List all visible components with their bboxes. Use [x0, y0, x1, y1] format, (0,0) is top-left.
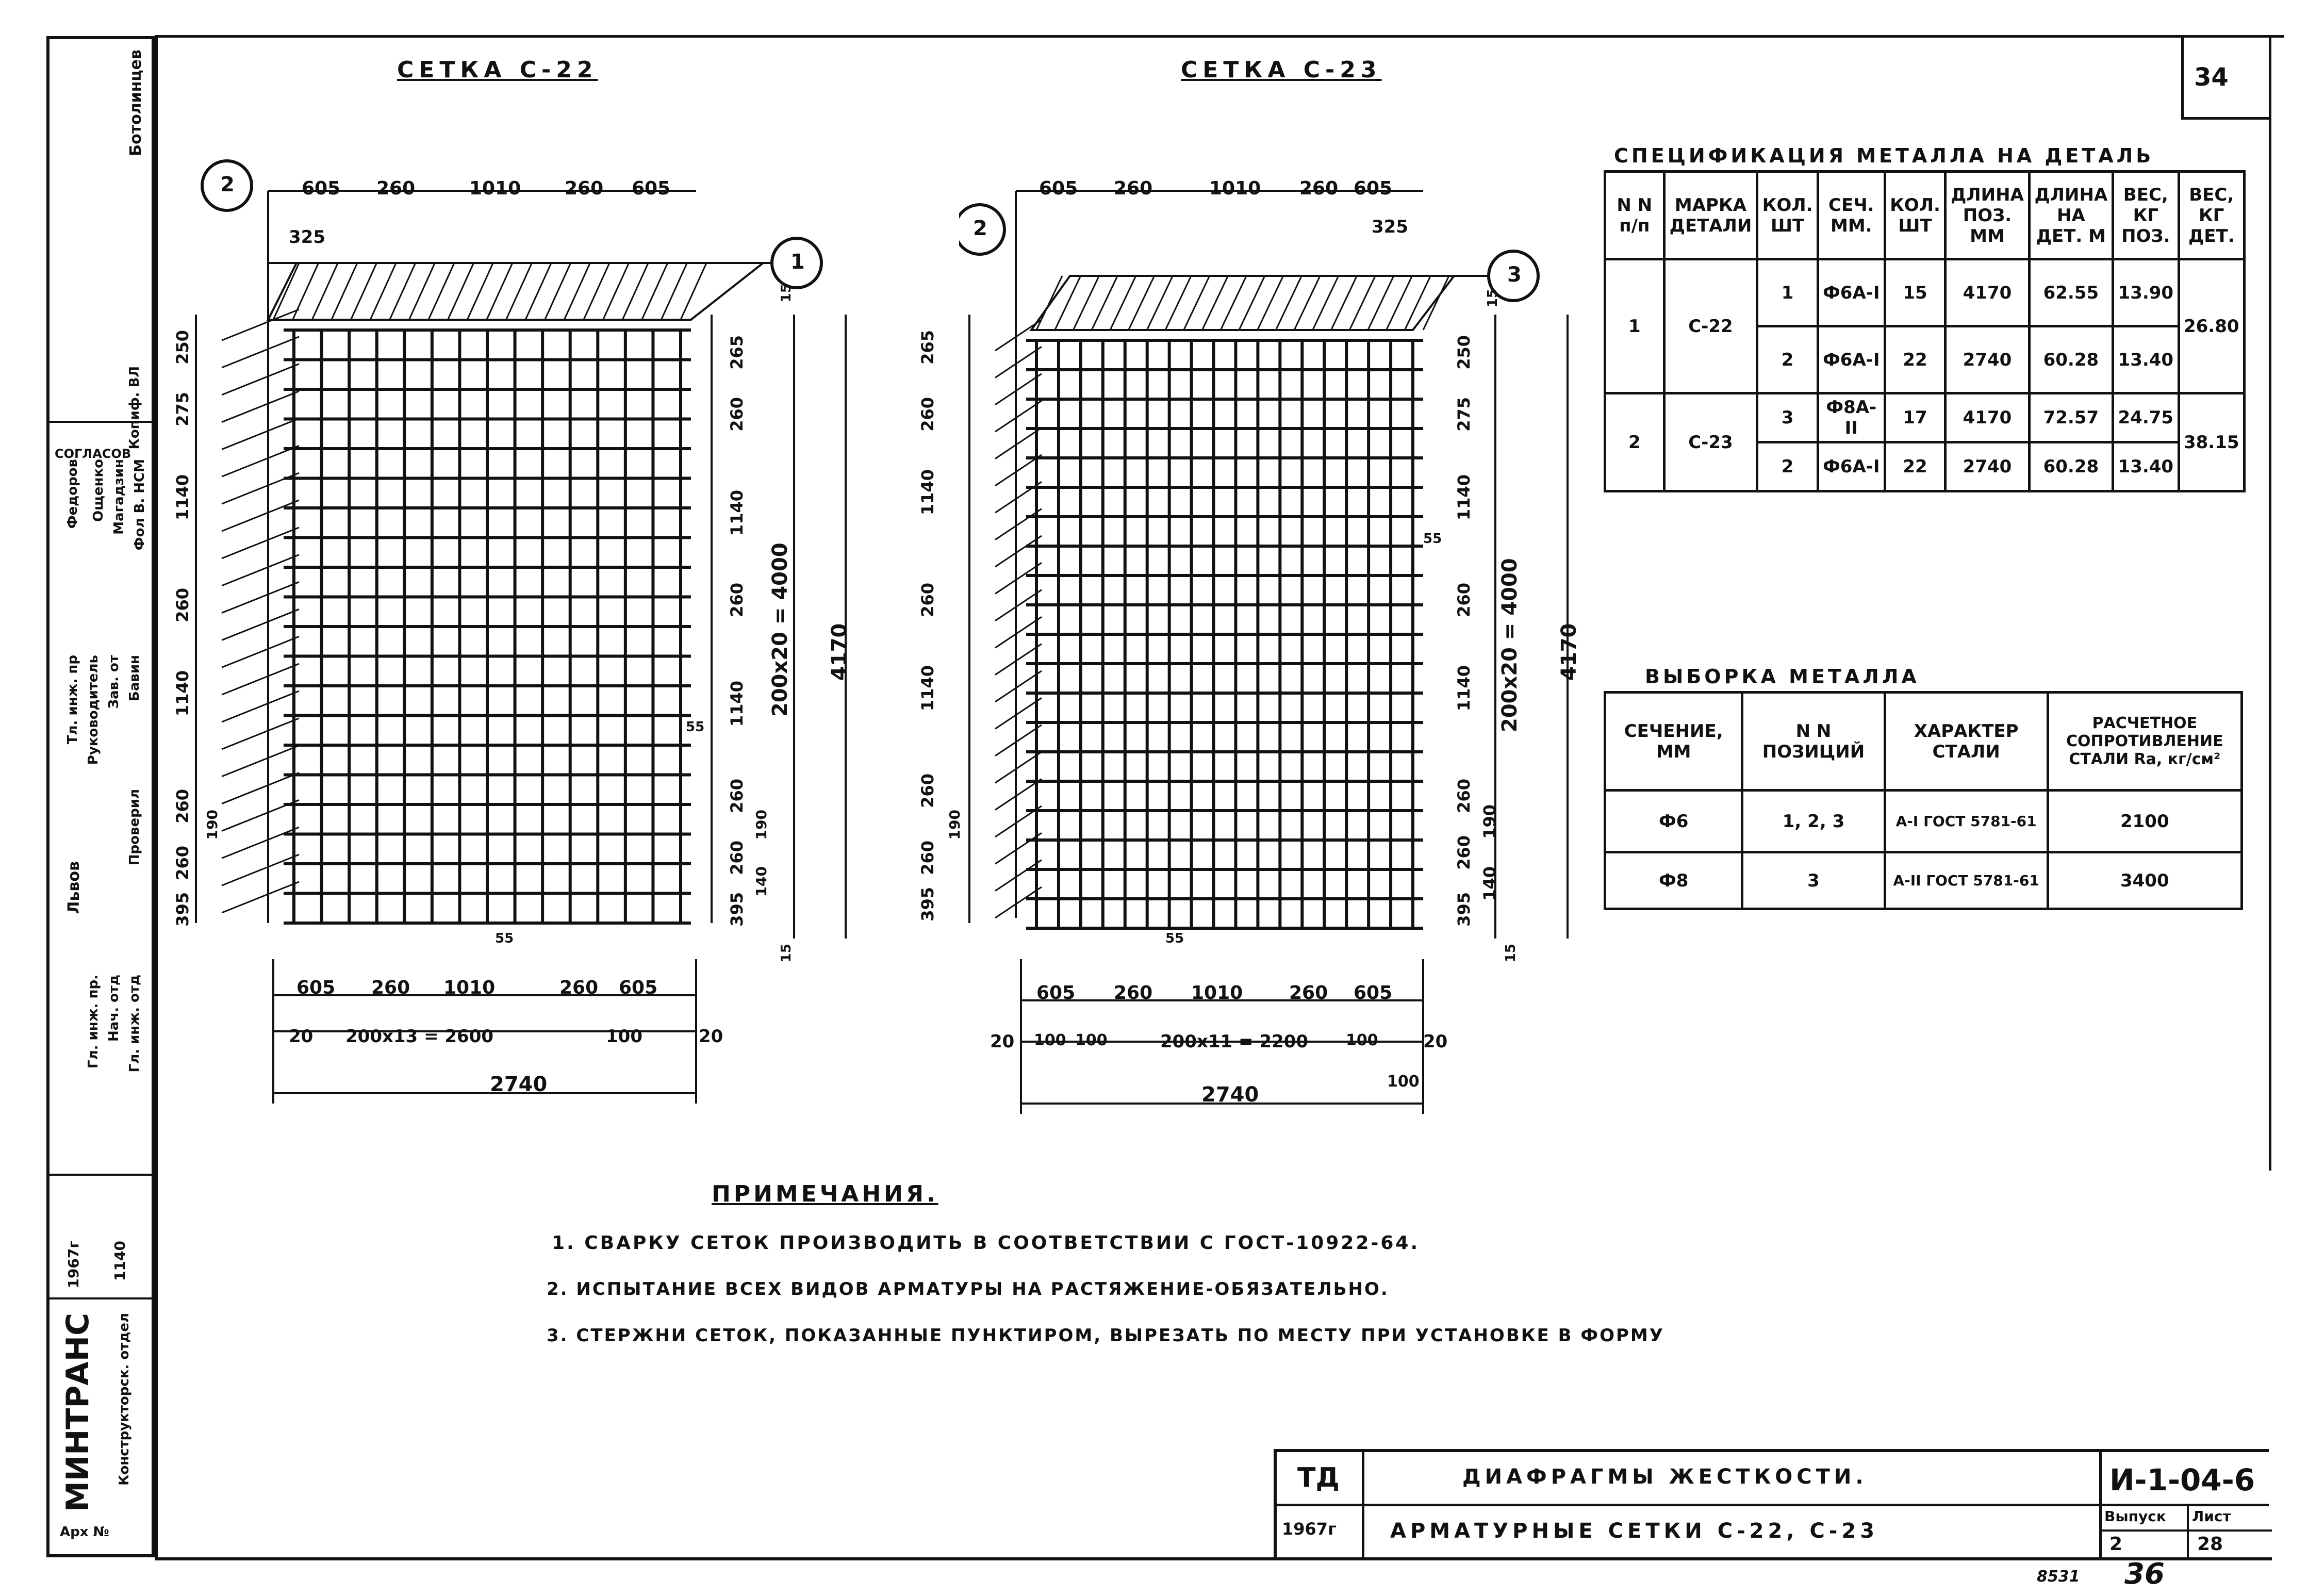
dim-text: 605: [1354, 178, 1393, 199]
oblique-bar: [995, 563, 1042, 594]
top-offset-dim: 325: [1372, 217, 1408, 237]
selection-table-title: ВЫБОРКА МЕТАЛЛА: [1645, 665, 1920, 688]
table-header-cell: ВЕС, КГ ПОЗ.: [2113, 172, 2179, 259]
oblique-bar: [222, 854, 299, 885]
table-cell: 1: [1605, 259, 1664, 393]
footer-page: 36: [2124, 1557, 2165, 1591]
dim-text: 605: [1036, 982, 1076, 1003]
hatch-stroke: [409, 263, 435, 320]
title-issue-label: Выпуск: [2104, 1508, 2166, 1525]
table-cell: 62.55: [2029, 259, 2113, 326]
note-line: 3. СТЕРЖНИ СЕТОК, ПОКАЗАННЫЕ ПУНКТИРОМ, ВЫРЕЗАТЬ ПО МЕСТУ ПРИ УСТАНОВКЕ В ФОРМУ: [547, 1325, 1664, 1346]
dim-text: 20: [289, 1026, 314, 1047]
selection-table: [1604, 691, 2243, 910]
dim-text: 100: [1346, 1031, 1378, 1049]
table-header-cell: N N п/п: [1605, 172, 1664, 259]
dim-text: 260: [918, 841, 937, 875]
oblique-bar: [995, 320, 1042, 351]
oblique-bar: [995, 833, 1042, 864]
strip-approval-label: СОГЛАСОВ: [55, 447, 131, 461]
dim-text: 605: [1039, 178, 1078, 199]
hatch-stroke: [661, 263, 687, 320]
table-header-cell: КОЛ. ШТ: [1757, 172, 1818, 259]
signature-text: Копиф. ВЛ: [127, 366, 142, 450]
oblique-bar: [222, 746, 299, 777]
table-header-cell: КОЛ. ШТ: [1885, 172, 1946, 259]
dim-text: 395: [727, 892, 747, 927]
strip-divider: [50, 1174, 152, 1176]
bar-mark-label: 3: [1507, 263, 1522, 287]
dim-text: 1140: [727, 681, 747, 727]
hatch-stroke: [467, 263, 493, 320]
hatch-stroke: [370, 263, 396, 320]
table-cell: 38.15: [2179, 393, 2244, 491]
dim-text: 265: [727, 335, 747, 370]
hatch-stroke: [622, 263, 648, 320]
strip-divider: [50, 1297, 152, 1299]
oblique-bar: [222, 773, 299, 804]
table-header-cell: РАСЧЕТНОЕ СОПРОТИВЛЕНИЕ СТАЛИ Rа, кг/см²: [2048, 693, 2241, 791]
dim-text: 140: [753, 866, 770, 897]
table-header-cell: СЕЧЕНИЕ, ММ: [1605, 693, 1742, 791]
strip-org-dept: Конструкторск. отдел: [117, 1313, 132, 1486]
dim-text: 55: [686, 719, 705, 735]
table-cell: 3: [1757, 393, 1818, 442]
dim-text: 260: [918, 583, 937, 617]
title-sheet-label: Лист: [2192, 1508, 2231, 1525]
table-header-cell: ХАРАКТЕР СТАЛИ: [1885, 693, 2048, 791]
bar-mark-label: 1: [790, 250, 805, 274]
dim-text: 260: [1114, 178, 1153, 199]
table-cell: Ф8А-II: [1818, 393, 1885, 442]
dim-text: 260: [559, 977, 599, 998]
dim-text: 20: [990, 1031, 1015, 1052]
hatch-stroke: [390, 263, 416, 320]
dim-text: 395: [1454, 892, 1474, 927]
dim-text: 265: [918, 330, 937, 365]
table-cell: С-23: [1664, 393, 1757, 491]
hatch-stroke: [428, 263, 454, 320]
hatch-stroke: [487, 263, 513, 320]
dim-text: 260: [918, 397, 937, 432]
table-cell: 2740: [1946, 326, 2029, 393]
table-cell: 3400: [2048, 852, 2241, 909]
signature-text: Тл. инж. пр: [65, 655, 80, 745]
hatched-top: [268, 263, 763, 320]
hatch-stroke: [564, 263, 590, 320]
signature-text: Руководитель: [86, 655, 101, 765]
table-cell: 72.57: [2029, 393, 2113, 442]
signature-text: Бавин: [127, 655, 142, 701]
dim-text: 275: [173, 392, 192, 426]
mesh-right-height-label: 200x20 = 4000: [1498, 558, 1522, 732]
mesh-left-height-label: 200x20 = 4000: [768, 542, 792, 717]
signature-text: Нач. отд: [106, 975, 122, 1042]
strip-top-label: Ботолинцев: [127, 50, 145, 156]
table-header-cell: ВЕС, КГ ДЕТ.: [2179, 172, 2244, 259]
spec-table: [1604, 170, 2246, 492]
table-cell: Ф8: [1605, 852, 1742, 909]
title-line2: АРМАТУРНЫЕ СЕТКИ С-22, С-23: [1390, 1519, 1879, 1543]
oblique-bar: [995, 347, 1042, 377]
dim-text: 100: [606, 1026, 642, 1047]
dim-text: 260: [727, 583, 747, 617]
signature-text: Фол В. НСМ: [132, 459, 147, 551]
oblique-bar: [995, 509, 1042, 540]
table-header-cell: N N ПОЗИЦИЙ: [1742, 693, 1885, 791]
oblique-bar: [995, 536, 1042, 567]
oblique-bar: [995, 428, 1042, 459]
table-cell: 4170: [1946, 259, 2029, 326]
oblique-bar: [995, 779, 1042, 810]
table-cell: 17: [1885, 393, 1946, 442]
strip-bottom-label: Арх №: [60, 1524, 109, 1540]
dim-text: 15: [1503, 944, 1519, 963]
dim-text: 190: [753, 810, 770, 840]
strip-date: 1967г: [65, 1241, 82, 1289]
dim-text: 260: [727, 779, 747, 813]
table-cell: 13.40: [2113, 326, 2179, 393]
table-cell: 2: [1757, 442, 1818, 491]
dim-text: 250: [1454, 335, 1474, 370]
oblique-bar: [222, 882, 299, 913]
dim-text: 260: [565, 178, 604, 199]
table-cell: Ф6А-I: [1818, 442, 1885, 491]
hatch-stroke: [545, 263, 571, 320]
dim-text: 100: [1034, 1031, 1066, 1049]
table-header-row: [1605, 172, 2245, 259]
mesh-left-total-height: 4170: [828, 623, 851, 681]
bar-mark-label: 2: [220, 173, 235, 196]
title-divider: [2187, 1504, 2189, 1560]
table-header-cell: МАРКА ДЕТАЛИ: [1664, 172, 1757, 259]
dim-text: 140: [1480, 866, 1499, 901]
dim-text: 260: [376, 178, 416, 199]
hatch-lines: [1036, 276, 1449, 330]
table-cell: 2100: [2048, 791, 2241, 852]
dim-text: 15: [779, 284, 794, 303]
oblique-bar: [995, 455, 1042, 486]
oblique-bar: [222, 309, 299, 340]
title-line1: ДИАФРАГМЫ ЖЕСТКОСТИ.: [1462, 1465, 1868, 1489]
dim-text: 260: [173, 588, 192, 622]
dim-text: 1140: [727, 490, 747, 536]
dim-text: 55: [1423, 531, 1442, 547]
diagonal-lines: [222, 309, 299, 913]
dim-text: 20: [699, 1026, 723, 1047]
table-cell: Ф6А-I: [1818, 259, 1885, 326]
table-cell: 1: [1757, 259, 1818, 326]
dim-text: 200x13 = 2600: [345, 1026, 494, 1047]
hatch-stroke: [525, 263, 551, 320]
oblique-bar: [995, 644, 1042, 675]
note-line: 2. ИСПЫТАНИЕ ВСЕХ ВИДОВ АРМАТУРЫ НА РАСТЯЖЕНИЕ-ОБЯЗАТЕЛЬНО.: [547, 1279, 1389, 1299]
signature-text: Ощенко: [91, 459, 106, 522]
title-issue-value: 2: [2109, 1534, 2123, 1555]
dim-text: 190: [1480, 804, 1499, 839]
dim-text: 250: [173, 330, 192, 365]
oblique-bar: [222, 800, 299, 831]
spec-table-title: СПЕЦИФИКАЦИЯ МЕТАЛЛА НА ДЕТАЛЬ: [1614, 144, 2154, 167]
dim-text: 260: [1114, 982, 1153, 1003]
table-header-row: [1605, 693, 2242, 791]
table-cell: Ф6: [1605, 791, 1742, 852]
signature-text: Зав. от: [106, 655, 122, 709]
oblique-bar: [995, 752, 1042, 783]
hatch-stroke: [351, 263, 376, 320]
dim-text: 1140: [173, 474, 192, 521]
oblique-bar: [222, 664, 299, 695]
strip-sheet: 1140: [111, 1241, 128, 1281]
table-cell: А-II ГОСТ 5781-61: [1885, 852, 2048, 909]
dim-text: 605: [632, 178, 671, 199]
mesh-grid: [1026, 340, 1423, 928]
oblique-bar: [222, 636, 299, 667]
footer-inventory: 8531: [2037, 1568, 2080, 1586]
oblique-bar: [222, 609, 299, 640]
oblique-bar: [222, 473, 299, 504]
dim-text: 260: [918, 774, 937, 808]
dim-text: 100: [1387, 1073, 1420, 1091]
table-cell: С-22: [1664, 259, 1757, 393]
table-cell: 3: [1742, 852, 1885, 909]
dim-text: 605: [1354, 982, 1393, 1003]
note-line: 1. СВАРКУ СЕТОК ПРОИЗВОДИТЬ В СООТВЕТСТВИИ С ГОСТ-10922-64.: [552, 1232, 1420, 1254]
dim-text: 55: [1165, 931, 1184, 946]
table-cell: 60.28: [2029, 326, 2113, 393]
oblique-bar: [222, 827, 299, 858]
table-cell: 13.40: [2113, 442, 2179, 491]
oblique-bar: [995, 806, 1042, 837]
hatch-stroke: [506, 263, 532, 320]
table-row: [1605, 393, 2245, 442]
title-divider: [2099, 1452, 2102, 1557]
oblique-bar: [995, 887, 1042, 918]
oblique-bar: [222, 691, 299, 722]
hatch-stroke: [312, 263, 338, 320]
mesh-right-total-width: 2740: [1201, 1083, 1259, 1107]
dim-text: 1010: [1209, 178, 1261, 199]
table-header-cell: ДЛИНА ПОЗ. ММ: [1946, 172, 2029, 259]
table-cell: 1, 2, 3: [1742, 791, 1885, 852]
title-sheet-value: 28: [2197, 1534, 2223, 1555]
mesh-left-total-width: 2740: [490, 1073, 548, 1096]
hatch-stroke: [642, 263, 668, 320]
dim-text: 260: [727, 841, 747, 875]
title-block: [1274, 1449, 2269, 1557]
top-offset-dim: 325: [289, 227, 325, 248]
title-year: 1967г: [1282, 1519, 1337, 1539]
dim-text: 1140: [918, 469, 937, 516]
signature-text: Федоров: [65, 459, 80, 529]
table-cell: Ф6А-I: [1818, 326, 1885, 393]
hatch-stroke: [448, 263, 474, 320]
dim-text: 20: [1423, 1031, 1448, 1052]
dim-text: 55: [495, 931, 514, 946]
signature-text: Проверил: [127, 789, 142, 866]
signature-text: Гл. инж. пр.: [86, 975, 101, 1068]
dim-text: 260: [1454, 583, 1474, 617]
signature-text: Магадзин: [111, 459, 127, 535]
dim-text: 260: [1454, 835, 1474, 870]
dim-text: 260: [371, 977, 410, 998]
dim-text: 605: [296, 977, 336, 998]
table-cell: 22: [1885, 326, 1946, 393]
sheet-number: 34: [2194, 63, 2229, 92]
frame-top-line: [155, 35, 2284, 38]
dim-text: 1010: [443, 977, 496, 998]
table-row: [1605, 791, 2242, 852]
dim-text: 260: [1289, 982, 1328, 1003]
table-cell: 13.90: [2113, 259, 2179, 326]
dim-text: 1140: [173, 670, 192, 717]
dim-text: 260: [727, 397, 747, 432]
oblique-bar: [995, 671, 1042, 702]
oblique-bar: [222, 500, 299, 531]
oblique-bar: [995, 698, 1042, 729]
sheet-number-box: [2181, 37, 2271, 120]
mesh-grid: [284, 330, 691, 923]
oblique-bar: [995, 617, 1042, 648]
dim-text: 100: [1075, 1031, 1108, 1049]
strip-org-name: МИНТРАНС: [60, 1313, 96, 1512]
dim-text: 395: [918, 887, 937, 922]
dim-text: 260: [1299, 178, 1339, 199]
dim-text: 1140: [1454, 474, 1474, 521]
oblique-bar: [995, 860, 1042, 891]
dim-text: 1010: [469, 178, 521, 199]
hatch-stroke: [584, 263, 609, 320]
table-cell: А-I ГОСТ 5781-61: [1885, 791, 2048, 852]
notes-heading: ПРИМЕЧАНИЯ.: [712, 1181, 938, 1207]
dim-text: 260: [173, 846, 192, 880]
diagonal-lines: [995, 320, 1042, 918]
table-header-cell: СЕЧ. ММ.: [1818, 172, 1885, 259]
strip-signatures: [50, 366, 153, 1129]
mesh-right-title: СЕТКА С-23: [1181, 57, 1382, 83]
dim-text: 1140: [918, 665, 937, 712]
dim-text: 190: [204, 810, 221, 840]
title-divider: [2099, 1529, 2272, 1532]
table-row: [1605, 852, 2242, 909]
dim-text: 190: [946, 810, 963, 840]
mesh-right-total-height: 4170: [1557, 623, 1581, 681]
table-cell: 26.80: [2179, 259, 2244, 393]
dim-text: 15: [779, 944, 794, 963]
dim-text: 260: [1454, 779, 1474, 813]
hatch-lines: [273, 263, 706, 320]
table-row: [1605, 259, 2245, 326]
table-header-cell: ДЛИНА НА ДЕТ. М: [2029, 172, 2113, 259]
table-cell: 2: [1605, 393, 1664, 491]
table-cell: 60.28: [2029, 442, 2113, 491]
dim-text: 1140: [1454, 665, 1474, 712]
oblique-bar: [995, 482, 1042, 513]
dim-text: 605: [302, 178, 341, 199]
dim-text: 275: [1454, 397, 1474, 432]
title-divider: [1277, 1504, 2269, 1506]
dim-text: 260: [173, 789, 192, 824]
table-cell: 22: [1885, 442, 1946, 491]
title-org: ТД: [1297, 1462, 1340, 1493]
oblique-bar: [222, 418, 299, 449]
signature-text: Гл. инж. отд: [127, 975, 142, 1073]
oblique-bar: [222, 555, 299, 586]
dim-text: 395: [173, 892, 192, 927]
hatch-stroke: [332, 263, 357, 320]
title-code: И-1-04-6: [2109, 1462, 2255, 1498]
dim-text: 200x11 = 2200: [1160, 1031, 1309, 1052]
oblique-bar: [222, 528, 299, 558]
oblique-bar: [222, 446, 299, 476]
table-cell: 4170: [1946, 393, 2029, 442]
mesh-left-title: СЕТКА С-22: [397, 57, 598, 83]
oblique-bar: [222, 337, 299, 368]
table-cell: 24.75: [2113, 393, 2179, 442]
frame-right-line: [2269, 36, 2271, 1171]
table-cell: 15: [1885, 259, 1946, 326]
bar-mark-label: 2: [973, 217, 987, 240]
table-cell: 2: [1757, 326, 1818, 393]
mesh-right-drawing: [959, 113, 1629, 1124]
dim-text: 15: [1485, 289, 1501, 308]
table-cell: 2740: [1946, 442, 2029, 491]
dim-text: 1010: [1191, 982, 1243, 1003]
signature-text: Львов: [65, 861, 83, 914]
dim-text: 605: [619, 977, 658, 998]
hatch-stroke: [603, 263, 629, 320]
